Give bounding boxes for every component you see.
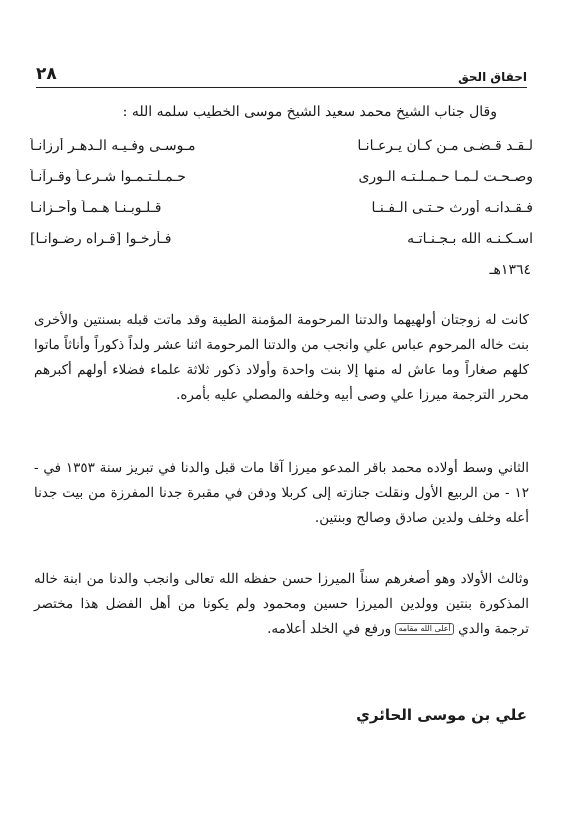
verse-first-hemistich: اسـكـنـه الله بـجـنـاتـه <box>407 231 533 247</box>
poem-verse <box>30 200 533 231</box>
verse-second-hemistich: مـوسـى وفـيـه الـدهـر أرزانـاً <box>30 138 196 154</box>
paragraph-text: ورفع في الخلد أعلامه. <box>267 620 392 637</box>
paragraph-wives-children: كانت له زوجتان أولهيهما والدتنا المرحومة المؤمنة الطيبة وقد ماتت قبله بسنتين والأخرى بنت خاله المرحوم عباس علي وانجب من والدتنا المرحومة اثنا عشر ولداً ذكوراً وأناثاً ماتوا كلهم صغاراً وما عاش له منها إلا بنت واحدة وأولاد ذكور ثلاثة علماء فضلاء أولهم أكبرهم محرر الترجمة ميرزا علي وصى أبيه وخلفه والمصلي عليه بأمره. <box>34 311 529 403</box>
verse-first-hemistich: فـقـدانـه أورث حـتـى الـفـنـا <box>371 200 533 216</box>
poem-verse <box>30 231 533 262</box>
author-signature: علي بن موسى الحائري <box>356 706 527 724</box>
running-title: احقاق الحق <box>458 70 527 84</box>
paragraph-third-son <box>34 567 529 642</box>
poem-intro: وقال جناب الشيخ محمد سعيد الشيخ موسى الخطيب سلمه الله : <box>122 104 497 120</box>
paragraph-text: وثالث الأولاد وهو أصغرهم سناً الميرزا حسن حفظه الله تعالى وانجب والدنا من ابنة خاله المذكورة بنتين وولدين الميرزا حسين ومحمود ولم يكونا من أهل الفضل هذا مختصر ترجمة والدي <box>34 570 529 637</box>
verse-second-hemistich: فـأرخـوا [قـراه رضـوانـا] <box>30 231 172 247</box>
verse-first-hemistich: لـقـد قـضـى مـن كـان يـرعـانـا <box>357 138 533 154</box>
poem-verse <box>30 138 533 169</box>
honorific-seal: أعلى الله مقامه <box>395 623 453 635</box>
paragraph-second-son: الثاني وسط أولاده محمد باقر المدعو ميرزا آقا مات قبل والدنا في تبريز سنة ١٣٥٣ في - ١٢ - من الربيع الأول ونقلت جنازته إلى كربلا ودفن في مقبرة جدنا المفرزة من بيت جدنا أعله وخلف ولدين صادق وصالح وبنتين. <box>34 459 530 526</box>
chronogram-date: ١٣٦٤هـ <box>489 262 531 278</box>
verse-first-hemistich: وصـحـت لـمـا حـمـلـتـه الـورى <box>358 169 533 185</box>
verse-second-hemistich: حـمـلـتـمـوا شـرعـاً وقـرآنـاً <box>30 169 186 185</box>
page-header <box>36 58 527 88</box>
poem <box>30 138 533 262</box>
poem-verse <box>30 169 533 200</box>
verse-second-hemistich: قـلـوبـنـا هـمـاً وأحـزانـا <box>30 200 162 216</box>
page-number: ٢٨ <box>36 64 57 84</box>
